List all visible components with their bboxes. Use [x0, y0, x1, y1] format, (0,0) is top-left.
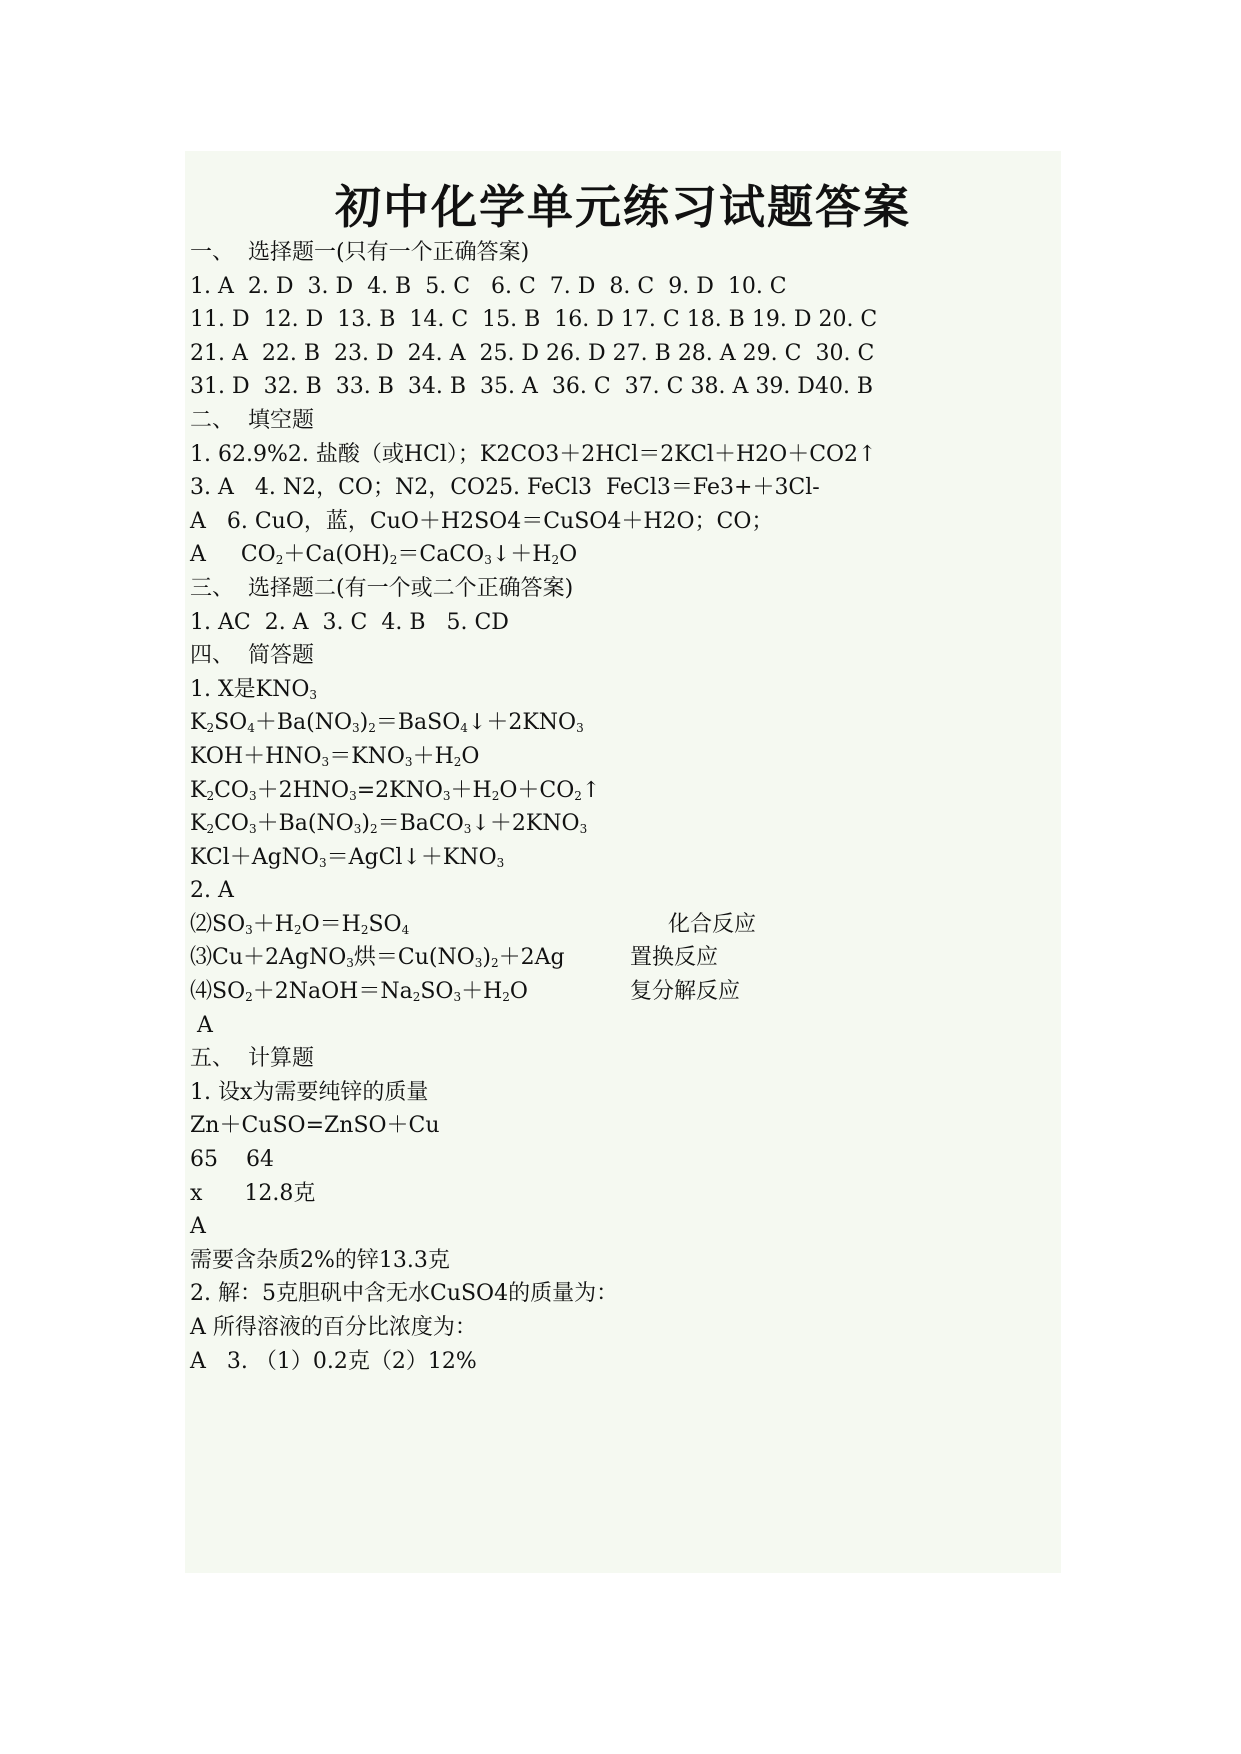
answer-line: 1. 设x为需要纯锌的质量 — [190, 1079, 429, 1105]
page-title: 初中化学单元练习试题答案 — [335, 180, 911, 234]
answer-line: A — [190, 1012, 213, 1038]
reaction-type: 复分解反应 — [630, 979, 741, 1005]
equation-line: $K_2CO_3+Ba(NO_3)_2=BaCO_3↓+2KNO_3$ — [190, 811, 588, 837]
equation-line: $K_2SO_4+Ba(NO_3)_2=BaSO_4↓+2KNO_3$ — [190, 710, 584, 736]
reaction-type: 化合反应 — [668, 911, 757, 937]
answer-line: x 12.8克 — [190, 1180, 316, 1206]
answer-line: A 所得溶液的百分比浓度为： — [190, 1315, 477, 1340]
answer-line: 1. A 2. D 3. D 4. B 5. C 6. C 7. D 8. C 9. D 10. C — [190, 273, 787, 299]
equation-line: Zn＋CuSO=ZnSO＋Cu — [190, 1113, 440, 1139]
answer-line: A — [190, 1214, 206, 1240]
answer-line: 11. D 12. D 13. B 14. C 15. B 16. D 17. C 18. B 19. D 20. C — [190, 307, 878, 333]
answer-line: 2. 解：5克胆矾中含无水CuSO4的质量为： — [190, 1281, 619, 1307]
equation-line: $⑵SO_3+H_2O=H_2SO_4$ 化合反应 — [190, 908, 1050, 942]
answer-line: 1. AC 2. A 3. C 4. B 5. CD — [190, 609, 509, 635]
answer-content — [190, 236, 1050, 1378]
section-heading: 三、 选择题二(有一个或二个正确答案) — [190, 575, 574, 601]
equation-line: $K_2CO_3+2HNO_3=2KNO_3+H_2O+CO_2↑$ — [190, 777, 601, 803]
answer-line: 65 64 — [190, 1147, 274, 1173]
section-heading: 二、 填空题 — [190, 407, 314, 433]
section-heading: 五、 计算题 — [190, 1046, 314, 1072]
equation-line: $⑷SO_2+2NaOH=Na_2SO_3+H_2O$ 复分解反应 — [190, 975, 1050, 1009]
answer-line: A 3. （1）0.2克（2）12% — [190, 1348, 477, 1374]
answer-line: 2. A — [190, 878, 234, 904]
answer-line: 需要含杂质2%的锌13.3克 — [190, 1247, 450, 1273]
equation-line: $KCl+AgNO_3=AgCl↓+KNO_3$ — [190, 844, 505, 870]
answer-line: A 6. CuO，蓝，CuO＋H2SO4＝CuSO4＋H2O；CO； — [190, 508, 774, 534]
answer-line: 31. D 32. B 33. B 34. B 35. A 36. C 37. C 38. A 39. D40. B — [190, 374, 874, 400]
section-heading: 四、 简答题 — [190, 643, 314, 669]
equation-line: A $CO_2+Ca(OH)_2=CaCO_3↓+H_2O$ — [190, 542, 578, 568]
answer-line: 1. X是$KNO_3$ — [190, 676, 318, 702]
answer-line: 3. A 4. N2，CO；N2，CO25. FeCl3 FeCl3＝Fe3+＋3Cl- — [190, 475, 820, 501]
answer-line: 21. A 22. B 23. D 24. A 25. D 26. D 27. B 28. A 29. C 30. C — [190, 340, 875, 366]
equation-line: $KOH+HNO_3=KNO_3+H_2O$ — [190, 743, 480, 769]
section-heading: 一、 选择题一(只有一个正确答案) — [190, 240, 530, 265]
reaction-type: 置换反应 — [630, 945, 719, 971]
equation-line: ⑶Cu＋2AgNO$_3$烘$=Cu(NO_3)_2+2Ag$ 置换反应 — [190, 941, 1050, 975]
answer-line: 1. 62.9%2. 盐酸（或HCl）；K2CO3＋2HCl＝2KCl＋H2O＋CO2↑ — [190, 441, 877, 467]
